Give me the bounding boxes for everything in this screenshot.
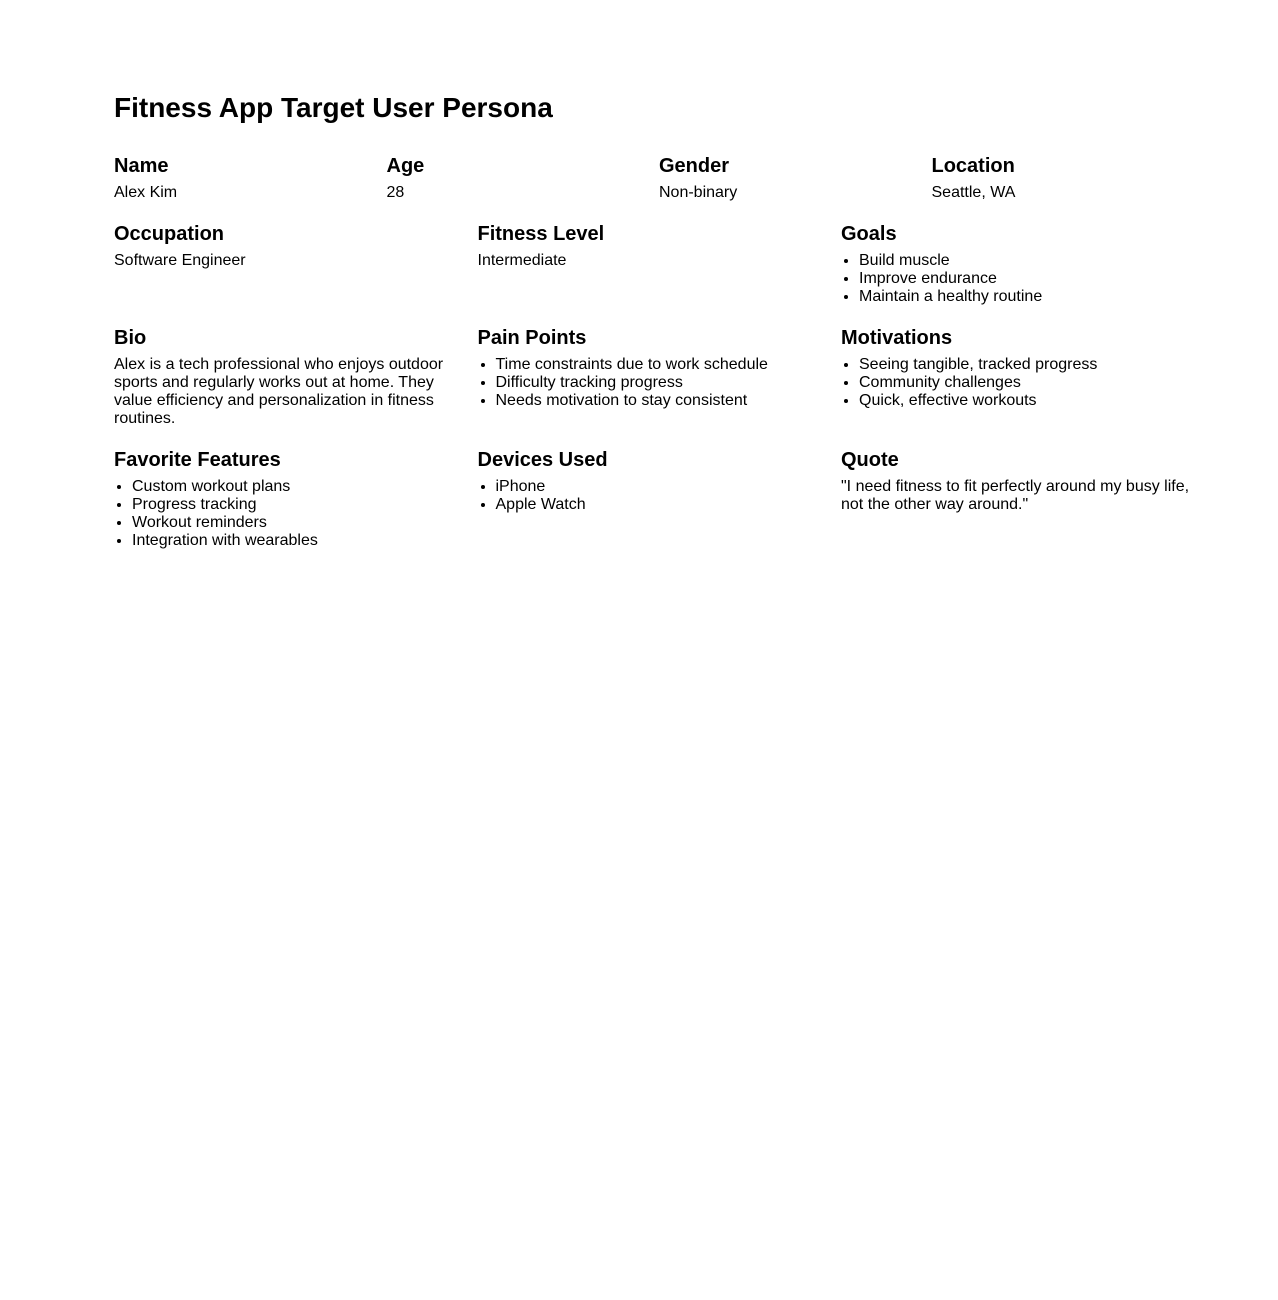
devices-section <box>478 449 842 550</box>
location-section <box>932 155 1205 202</box>
occupation-value: Software Engineer <box>114 252 246 269</box>
list-item: • Needs motivation to stay consistent <box>496 392 830 410</box>
bio-text: Alex is a tech professional who enjoys outdoor sports and regularly works out at home. They value efficiency and personalization in fitness routines. <box>114 356 444 427</box>
name-section <box>114 155 387 202</box>
list-item: • Integration with wearables <box>132 532 466 550</box>
profile-row <box>114 223 1204 306</box>
motivations-section <box>841 327 1205 428</box>
goals-list <box>841 252 1193 306</box>
fitness-level-label: Fitness Level <box>477 223 605 245</box>
favorite-features-label: Favorite Features <box>114 449 281 471</box>
list-item: • Community challenges <box>859 374 1193 392</box>
location-value: Seattle, WA <box>931 184 1016 201</box>
page-title: Fitness App Target User Persona <box>114 92 553 123</box>
basic-info-row <box>114 155 1204 202</box>
list-item: • Quick, effective workouts <box>859 392 1193 410</box>
name-label: Name <box>114 155 169 177</box>
occupation-section <box>114 223 478 306</box>
pain-points-section <box>478 327 842 428</box>
list-item: • Custom workout plans <box>132 478 466 496</box>
devices-label: Devices Used <box>477 449 608 471</box>
list-item: • Improve endurance <box>859 270 1193 288</box>
quote-text: "I need fitness to fit perfectly around my busy life, not the other way around." <box>841 478 1190 513</box>
bio-section <box>114 327 478 428</box>
favorite-features-list <box>114 478 466 550</box>
list-item: • Apple Watch <box>496 496 830 514</box>
list-item: • iPhone <box>496 478 830 496</box>
fitness-level-section <box>478 223 842 306</box>
extras-row <box>114 449 1204 550</box>
motivations-list <box>841 356 1193 410</box>
name-value: Alex Kim <box>114 184 178 201</box>
quote-section <box>841 449 1205 550</box>
list-item: • Build muscle <box>859 252 1193 270</box>
list-item: • Maintain a healthy routine <box>859 288 1193 306</box>
age-section <box>387 155 660 202</box>
details-row <box>114 327 1204 428</box>
occupation-label: Occupation <box>114 223 225 245</box>
pain-points-label: Pain Points <box>477 327 587 349</box>
list-item: • Difficulty tracking progress <box>496 374 830 392</box>
fitness-level-value: Intermediate <box>477 252 567 269</box>
list-item: • Seeing tangible, tracked progress <box>859 356 1193 374</box>
age-value: 28 <box>386 184 405 201</box>
location-label: Location <box>931 155 1015 177</box>
gender-section <box>659 155 932 202</box>
pain-points-list <box>478 356 830 410</box>
age-label: Age <box>386 155 425 177</box>
bio-label: Bio <box>114 327 147 349</box>
motivations-label: Motivations <box>841 327 953 349</box>
goals-label: Goals <box>841 223 897 245</box>
list-item: • Time constraints due to work schedule <box>496 356 830 374</box>
list-item: • Progress tracking <box>132 496 466 514</box>
gender-value: Non-binary <box>659 184 738 201</box>
gender-label: Gender <box>659 155 730 177</box>
devices-list <box>478 478 830 514</box>
favorite-features-section <box>114 449 478 550</box>
list-item: • Workout reminders <box>132 514 466 532</box>
quote-label: Quote <box>841 449 899 471</box>
goals-section <box>841 223 1205 306</box>
